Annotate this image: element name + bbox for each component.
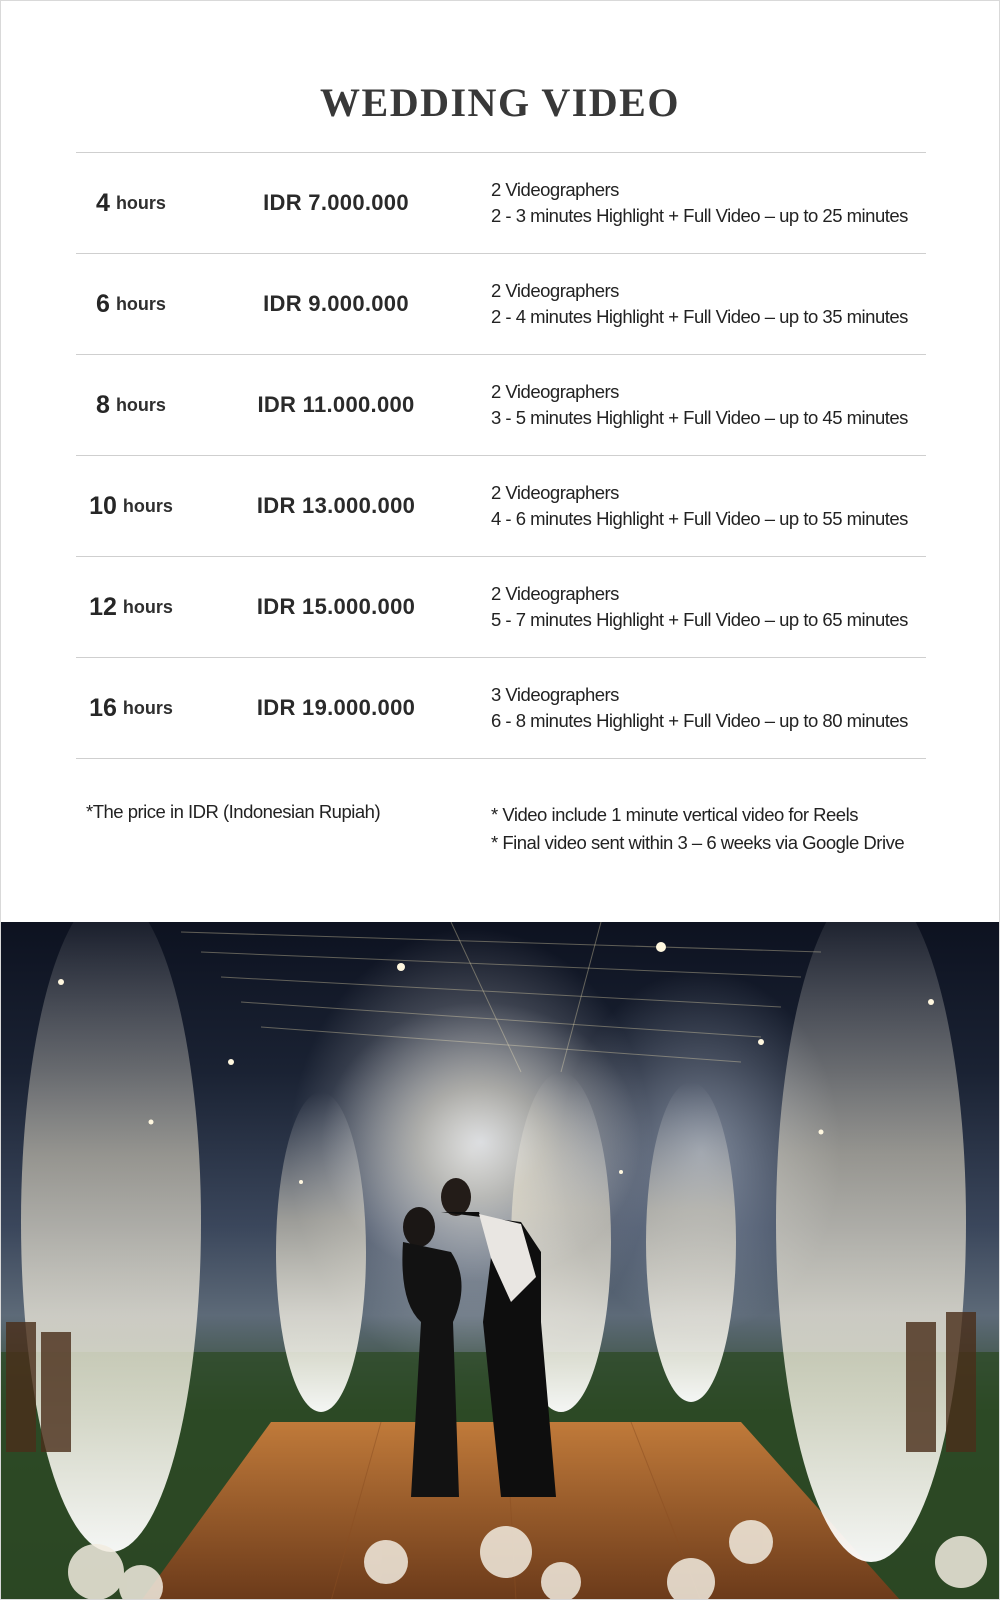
package-crew: 2 Videographers <box>491 280 619 301</box>
duration-unit: hours <box>122 495 173 516</box>
package-notes <box>491 801 904 857</box>
page-title: WEDDING VIDEO <box>320 80 680 125</box>
wedding-photo <box>1 922 1000 1600</box>
package-details: 2 - 4 minutes Highlight + Full Video – up to 35 minutes <box>491 306 908 327</box>
package-row <box>76 657 926 759</box>
package-description <box>491 658 931 758</box>
wedding-photo-illustration <box>1 922 1000 1600</box>
package-details: 4 - 6 minutes Highlight + Full Video – up to 55 minutes <box>491 508 908 529</box>
duration-unit: hours <box>115 293 166 314</box>
package-crew: 2 Videographers <box>491 482 619 503</box>
package-price: IDR 7.000.000 <box>263 190 409 215</box>
duration-number: 16 <box>89 693 117 722</box>
duration-unit: hours <box>122 697 173 718</box>
package-duration <box>76 254 186 354</box>
duration-number: 8 <box>96 390 110 419</box>
package-details: 3 - 5 minutes Highlight + Full Video – up to 45 minutes <box>491 407 908 428</box>
package-duration <box>76 658 186 758</box>
package-description <box>491 355 931 455</box>
package-description <box>491 254 931 354</box>
package-description <box>491 456 931 556</box>
duration-unit: hours <box>115 192 166 213</box>
package-duration <box>76 557 186 657</box>
package-crew: 2 Videographers <box>491 381 619 402</box>
package-details: 5 - 7 minutes Highlight + Full Video – up to 65 minutes <box>491 609 908 630</box>
package-duration <box>76 456 186 556</box>
duration-unit: hours <box>115 394 166 415</box>
reels-note: * Video include 1 minute vertical video for Reels <box>491 804 858 825</box>
package-row <box>76 253 926 354</box>
package-row <box>76 455 926 556</box>
package-details: 2 - 3 minutes Highlight + Full Video – up to 25 minutes <box>491 205 908 226</box>
package-crew: 2 Videographers <box>491 583 619 604</box>
duration-number: 6 <box>96 289 110 318</box>
package-price: IDR 15.000.000 <box>256 594 416 619</box>
package-price: IDR 11.000.000 <box>257 392 415 417</box>
package-description <box>491 153 931 253</box>
duration-number: 12 <box>89 592 117 621</box>
package-price: IDR 19.000.000 <box>256 695 416 720</box>
package-duration <box>76 153 186 253</box>
package-row <box>76 354 926 455</box>
package-price: IDR 9.000.000 <box>263 291 409 316</box>
package-duration <box>76 355 186 455</box>
package-crew: 3 Videographers <box>491 684 619 705</box>
package-price: IDR 13.000.000 <box>256 493 416 518</box>
package-details: 6 - 8 minutes Highlight + Full Video – up to 80 minutes <box>491 710 908 731</box>
duration-number: 4 <box>96 188 110 217</box>
duration-number: 10 <box>89 491 117 520</box>
package-description <box>491 557 931 657</box>
package-row <box>76 152 926 253</box>
delivery-note: * Final video sent within 3 – 6 weeks via Google Drive <box>491 832 905 853</box>
package-row <box>76 556 926 657</box>
package-crew: 2 Videographers <box>491 179 619 200</box>
package-table <box>76 152 926 759</box>
currency-note: *The price in IDR (Indonesian Rupiah) <box>86 801 381 822</box>
duration-unit: hours <box>122 596 173 617</box>
